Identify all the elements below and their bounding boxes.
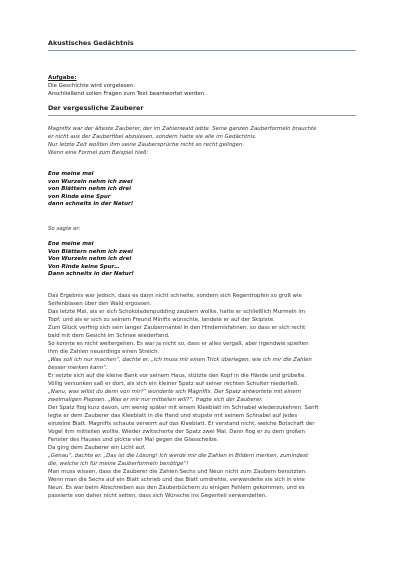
task-line: Die Geschichte wird vorgelesen. [48, 83, 135, 89]
story-line: Er setzte sich auf die kleine Bank vor seinem Haus, stützte den Kopf in die Hände und grübelte. [48, 373, 307, 379]
story-line: ihm die Zahlen neuerdings einen Streich. [48, 349, 160, 355]
formula-line: von Rinde eine Spur [48, 193, 111, 200]
formula-line: von Blättern nehm ich drei [48, 186, 131, 193]
spoken-formula [48, 241, 268, 279]
story-line: „Nanu, was willst du denn von mir?“ wunderte sich Magnifix. Der Spatz antwortete mit einem [48, 389, 301, 395]
story-line: Neun. Es war beim Abschreiben aus den Zauberbüchern zu einigen Fehlern gekommen, und es [48, 485, 305, 491]
story-intro [48, 125, 358, 157]
story-line: bald mit dem Gesicht im Schnee wiederfand. [48, 333, 170, 339]
formula-line: Von Blättern nehm ich zwei [48, 248, 133, 255]
story-line: „Genau“, dachte er. „Das ist die Lösung! Ich werde mir die Zahlen in Bildern merken, zumindest [48, 453, 309, 459]
story-line: besser merken kann“. [48, 365, 108, 371]
story-line: Zum Glück verfing sich sein langer Zaubermantel in den Hindernisfahnen, so dass er sich recht [48, 325, 306, 331]
spoken-intro: So sagte er: [48, 226, 81, 232]
formula-line: Dann schneits in der Natur! [48, 271, 134, 278]
story-line: So konnte es nicht weitergehen. Es war ja nicht so, dass er alles vergaß, aber irgendwie spielten [48, 341, 309, 347]
intro-line: Nur letzte Zeit wollten ihm seine Zaubersprüche nicht so recht gelingen. [48, 142, 245, 148]
story-line: Vogel ihm mitteilen wollte. Wieder zwitscherte der Spatz zwei Mal. Dann flog er zu dem großen [48, 429, 305, 435]
intro-line: Magnifix war der älteste Zauberer, der im Zahlenwald lebte. Seine ganzen Zauberformeln brauchte [48, 126, 317, 132]
story-line: Der Spatz flog kurz davon, um wenig später mit einem Kleeblatt im Schnabel wiederzukehren. Sanft [48, 405, 319, 411]
story-line: Da ging dem Zauberer ein Licht auf. [48, 445, 146, 451]
task-line: Anschließend sollen Fragen zum Text beantwortet werden. [48, 91, 206, 97]
story-line: legte er dem Zauberer das Kleeblatt in die Hand und stupste mit seinem Schnabel auf jedes [48, 413, 298, 419]
formula-line: Ene meine mei [48, 171, 94, 177]
formula-line: dann schneits in der Natur! [48, 201, 134, 208]
story-line: Das letzte Mal, als er sich Schokoladenpudding zaubern wollte, hatte er schließlich Murmeln im [48, 309, 306, 315]
story-line: Wenn man die Sechs auf ein Blatt schrieb und das Blatt umdrehte, verwandelte sie sich in eine [48, 477, 305, 483]
page-title: Akustisches Gedächtnis [48, 39, 134, 47]
story-line: Das Ergebnis war jedoch, dass es dann nicht schneite, sondern sich Regentropfen so groß wie [48, 293, 302, 299]
task-text [48, 82, 358, 98]
story-line: Man muss wissen, dass die Zauberer die Zahlen Sechs und Neun nicht zum Zaubern benutzten. [48, 469, 307, 475]
story-title-divider [48, 115, 356, 116]
story-line: Völlig versunken saß er dort, als sich ein kleiner Spatz auf seiner rechten Schulter niederließ. [48, 381, 300, 387]
story-line: „Was soll ich nur machen“, dachte er. „Ich muss mir einen Trick überlegen, wie ich mir die Zahlen [48, 357, 312, 363]
formula-line: von Wurzeln nehm ich zwei [48, 178, 133, 185]
formula-line: Von Rinde keine Spur… [48, 263, 120, 270]
story-body [48, 292, 360, 500]
story-line: Seifenblasen über den Wald ergossen. [48, 301, 152, 307]
story-line: passierte von daher nicht selten, dass sich Wünsche ins Gegenteil verwandelten. [48, 493, 268, 499]
formula-line: Ene meine mei [48, 241, 94, 247]
story-title: Der vergessliche Zauberer [48, 104, 144, 112]
correct-formula [48, 171, 268, 209]
intro-line: Wenn eine Formel zum Beispiel hieß: [48, 150, 149, 156]
task-label: Aufgabe: [48, 75, 77, 81]
story-line: Topf; und als er sich zu seinem Freund Minifix wünschte, landete er auf der Skipiste. [48, 317, 275, 323]
story-line: einzelne Blatt. Magnifix schaute verwirrt auf das Kleeblatt. Er verstand nicht, welche Botschaft der [48, 421, 315, 427]
story-line: die, welche ich für meine Zauberformeln benötige“! [48, 461, 189, 467]
formula-line: Von Wurzeln nehm ich drei [48, 256, 132, 263]
story-line: zweimaligen Piepsen. „Was er mir nur mitteilen will?“, fragte sich der Zauberer. [48, 397, 263, 403]
intro-line: er nicht aus der Zauberfibel abzulesen, sondern hatte sie alle im Gedächtnis. [48, 134, 257, 140]
story-line: Fenster des Hauses und pickte vier Mal gegen die Glasscheibe. [48, 437, 219, 443]
title-divider [48, 50, 356, 51]
